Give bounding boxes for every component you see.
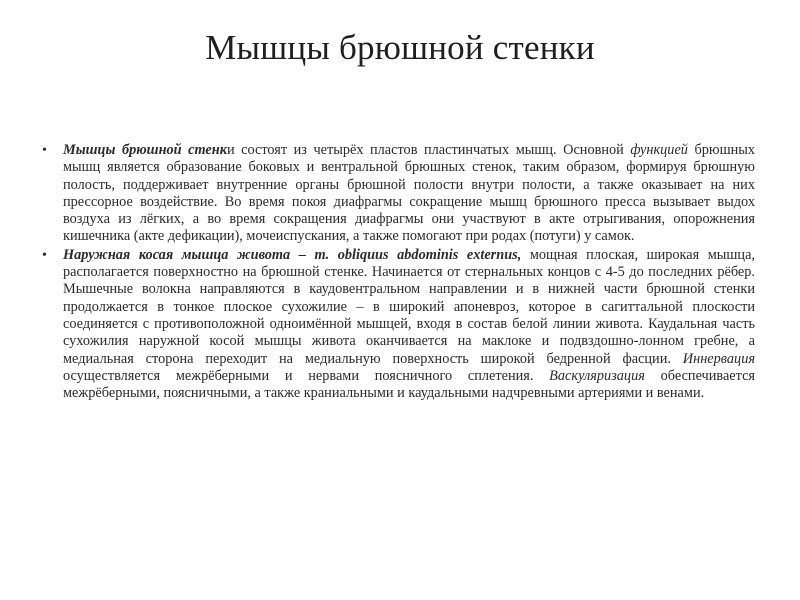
slide-body [42, 142, 755, 403]
term-function: функцией [630, 142, 688, 158]
term-abdominal-wall-muscles: Мышцы брюшной стенк [63, 142, 227, 158]
term-vascularization: Васкуляризация [549, 367, 645, 384]
bullet-marker: • [42, 143, 47, 158]
term-innervation: Иннервация [682, 350, 755, 367]
paragraph-1-text-b: брюшных мышц является образование боковых и вентральной брюшных стенок, таким образом, формируя брюшную полость, поддерживает внутренние органы брюшной полости внутри полости, а также оказывает на них прессорное воздействие. Во время покоя диафрагмы сокращение мышц брюшного пресса вызывает выдох воздуха из лёгких, а во время сокращения диафрагмы они участвуют в акте отрыгивания, опорожнения кишечника (акте дефикации), мочеиспускания, а также помогают при родах (потуги) у самок. [63, 142, 755, 245]
paragraph-2-text-c: обеспечивается межрёберными, поясничными, а также краниальными и каудальными надчревными артериями и венами. [63, 367, 755, 402]
paragraph-1-text-a: и состоят из четырёх пластов пластинчатых мышц. Основной [226, 142, 631, 158]
term-external-oblique: Наружная косая мышца живота – [63, 246, 315, 263]
bullet-paragraph-1 [42, 142, 755, 246]
paragraph-2-text-b: осуществляется межрёберными и нервами поясничного сплетения. [63, 367, 550, 384]
bullet-paragraph-2 [42, 247, 755, 403]
term-latin-name: m. obliquus abdominis externus, [314, 246, 522, 263]
bullet-marker: • [42, 247, 47, 263]
paragraph-2-text-a: мощная плоская, широкая мышца, располагается поверхностно на брюшной стенке. Начинается от стернальных концов с 4-5 до последних рёбер. Мышечные волокна направляются в каудовентральном направлении и в нижней части брюшной стенки продолжается в тонкое плоское сухожилие – в широкий апоневроз, которое в сагиттальной плоскости соединяется с противоположной одноимённой мышцей, входя в состав белой линии живота. Каудальная часть сухожилия наружной косой мышцы живота оканчивается на маклоке и подвздошно-лонном гребне, а медиальная сторона переходит на медиальную поверхность широкой бедренной фасции. [63, 246, 755, 367]
slide-title: Мышцы брюшной стенки [205, 28, 595, 67]
